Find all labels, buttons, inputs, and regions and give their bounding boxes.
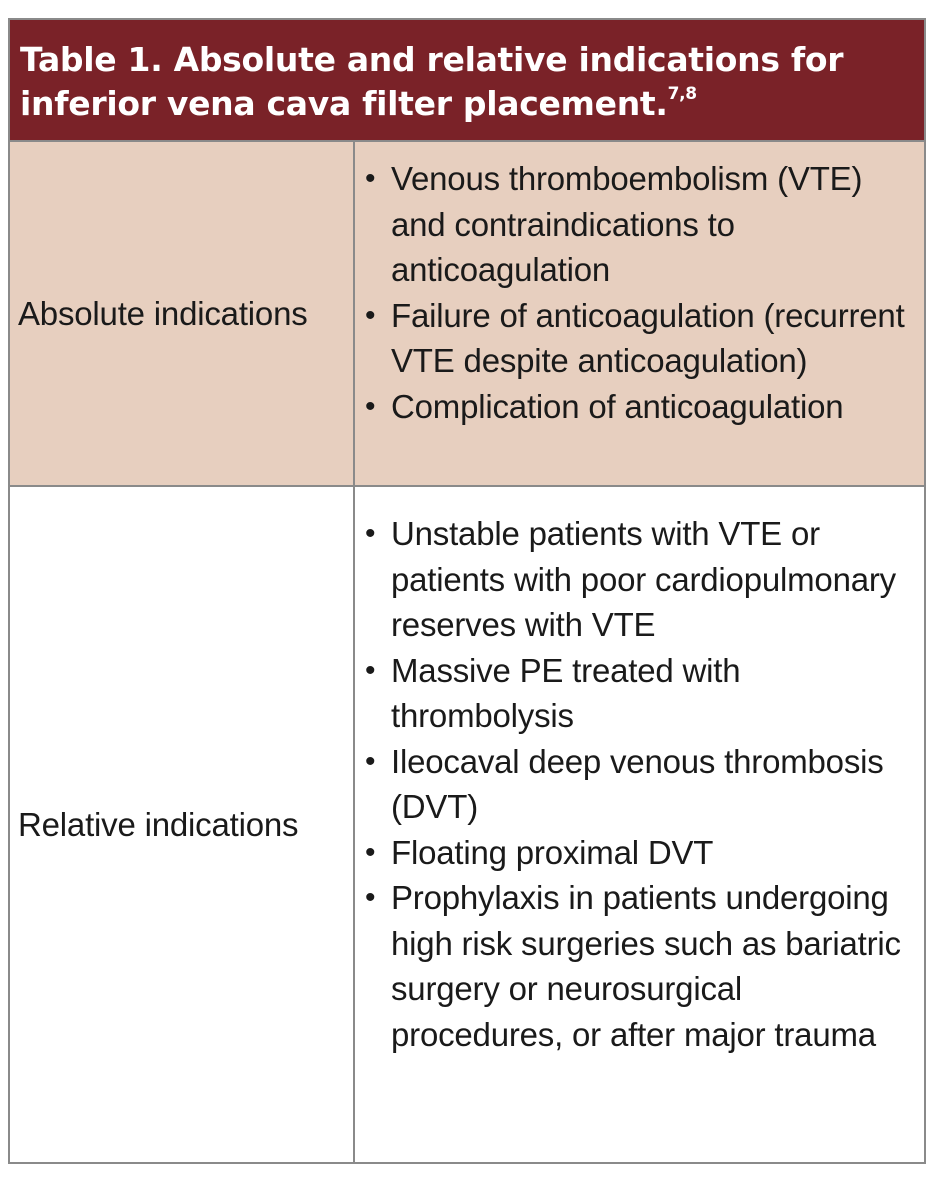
list-item-text: Prophylaxis in patients undergoing high risk surgeries such as bariatric surgery or neurosurgical procedures, or after major trauma [391,879,901,1053]
bullet-icon: • [365,744,376,778]
list-item [363,648,918,739]
list-item [363,293,918,384]
bullet-icon: • [365,389,376,423]
list-item [363,830,918,876]
bullet-icon: • [365,653,376,687]
list-item [363,739,918,830]
bullet-icon: • [365,835,376,869]
indications-table [8,18,926,1164]
row-label-absolute: Absolute indications [10,142,355,485]
table-title [10,20,924,140]
list-item [363,384,918,430]
list-item [363,875,918,1057]
list-item-text: Unstable patients with VTE or patients with poor cardiopulmonary reserves with VTE [391,515,896,643]
list-item-text: Floating proximal DVT [391,833,714,871]
table-row-relative [10,485,924,1162]
row-list-relative [355,487,924,1162]
bullet-icon: • [365,881,376,914]
row-label-relative: Relative indications [10,487,355,1162]
bullet-icon: • [365,517,376,550]
table-row-absolute [10,140,924,485]
bullet-icon: • [365,162,376,195]
table-title-references: 7,8 [667,84,697,104]
list-item [363,156,918,293]
list-item [363,511,918,648]
table-title-text: Table 1. Absolute and relative indications for inferior vena cava filter placement. [20,40,844,123]
list-item-text: Massive PE treated with thrombolysis [391,651,741,734]
row-list-absolute [355,142,924,485]
list-item-text: Ileocaval deep venous thrombosis (DVT) [391,742,884,825]
bullet-icon: • [365,298,376,332]
list-item-text: Venous thromboembolism (VTE) and contraindications to anticoagulation [391,160,863,288]
list-item-text: Complication of anticoagulation [391,387,844,425]
list-item-text: Failure of anticoagulation (recurrent VTE despite anticoagulation) [391,296,905,379]
